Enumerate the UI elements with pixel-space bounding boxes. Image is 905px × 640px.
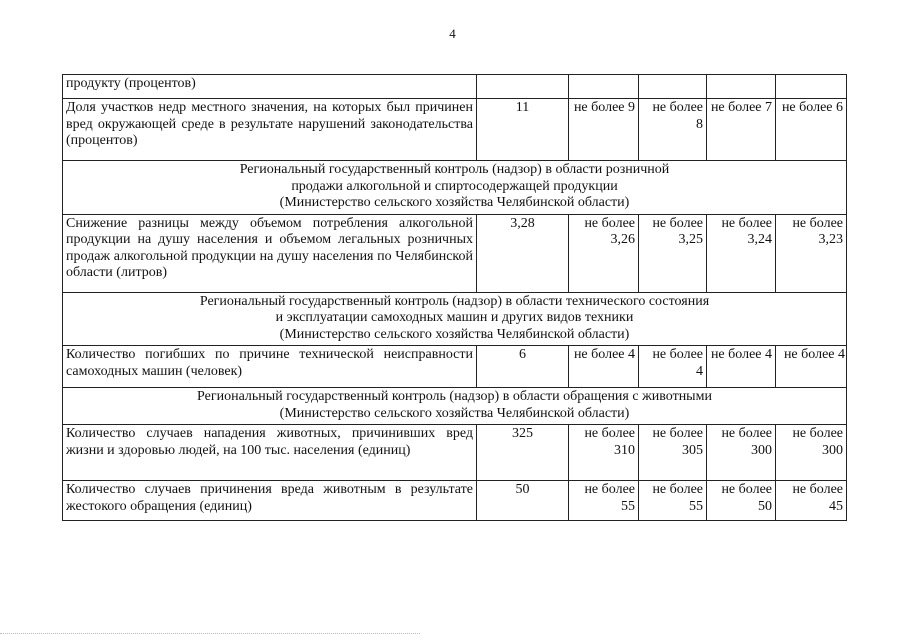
target-cell-1: не более 3,26 [569, 214, 639, 292]
section-line: (Министерство сельского хозяйства Челябинской области) [279, 405, 630, 421]
section-line: Региональный государственный контроль (надзор) в области технического состояния [199, 293, 710, 309]
section-heading [63, 292, 847, 346]
indicator-cell: продукту (процентов) [63, 75, 477, 99]
indicator-cell: Количество случаев причинения вреда животным в результате жестокого обращения (единиц) [63, 481, 477, 521]
section-heading [63, 388, 847, 425]
target-cell-4: не более 4 [776, 346, 847, 388]
target-cell-2: не более 55 [639, 481, 707, 521]
target-cell-1: не более 310 [569, 425, 639, 481]
target-cell-3: не более 7 [707, 99, 776, 161]
table-row [63, 214, 847, 292]
target-cell-3: не более 3,24 [707, 214, 776, 292]
indicator-cell: Снижение разницы между объемом потребления алкогольной продукции на душу населения и объемом легальных розничных продаж алкогольной продукции на душу населения по Челябинской области (литров) [63, 214, 477, 292]
target-cell-4 [776, 75, 847, 99]
section-line: продажи алкогольной и спиртосодержащей продукции [291, 178, 618, 194]
indicators-table [62, 74, 847, 521]
target-cell-3: не более 50 [707, 481, 776, 521]
section-line: (Министерство сельского хозяйства Челябинской области) [279, 195, 630, 210]
scan-artifact-line [0, 633, 420, 634]
target-cell-2: не более 305 [639, 425, 707, 481]
base-value-cell [477, 75, 569, 99]
section-line: Региональный государственный контроль (надзор) в области розничной [239, 162, 670, 177]
section-row [63, 292, 847, 346]
target-cell-2: не более 3,25 [639, 214, 707, 292]
section-line: и эксплуатации самоходных машин и других видов техники [275, 310, 634, 325]
section-row [63, 388, 847, 425]
target-cell-4: не более 45 [776, 481, 847, 521]
target-cell-4: не более 6 [776, 99, 847, 161]
target-cell-1 [569, 75, 639, 99]
target-cell-3: не более 4 [707, 346, 776, 388]
base-value-cell: 325 [477, 425, 569, 481]
target-cell-1: не более 55 [569, 481, 639, 521]
target-cell-2: не более 4 [639, 346, 707, 388]
table-row [63, 75, 847, 99]
base-value-cell: 6 [477, 346, 569, 388]
target-cell-1: не более 9 [569, 99, 639, 161]
target-cell-2 [639, 75, 707, 99]
target-cell-4: не более 3,23 [776, 214, 847, 292]
table-row [63, 99, 847, 161]
table-row [63, 346, 847, 388]
section-line: (Министерство сельского хозяйства Челябинской области) [279, 326, 630, 342]
table-row [63, 425, 847, 481]
page-number: 4 [449, 26, 456, 41]
target-cell-4: не более 300 [776, 425, 847, 481]
target-cell-3: не более 300 [707, 425, 776, 481]
target-cell-3 [707, 75, 776, 99]
table-row [63, 481, 847, 521]
section-row [63, 161, 847, 215]
section-heading [63, 161, 847, 215]
base-value-cell: 11 [477, 99, 569, 161]
target-cell-2: не более 8 [639, 99, 707, 161]
indicator-cell: Доля участков недр местного значения, на которых был причинен вред окружающей среде в результате нарушений законодательства (процентов) [63, 99, 477, 161]
indicator-cell: Количество случаев нападения животных, причинивших вред жизни и здоровью людей, на 100 тыс. населения (единиц) [63, 425, 477, 481]
target-cell-1: не более 4 [569, 346, 639, 388]
base-value-cell: 50 [477, 481, 569, 521]
indicator-cell: Количество погибших по причине технической неисправности самоходных машин (человек) [63, 346, 477, 388]
section-line: Региональный государственный контроль (надзор) в области обращения с животными [197, 389, 712, 404]
base-value-cell: 3,28 [477, 214, 569, 292]
